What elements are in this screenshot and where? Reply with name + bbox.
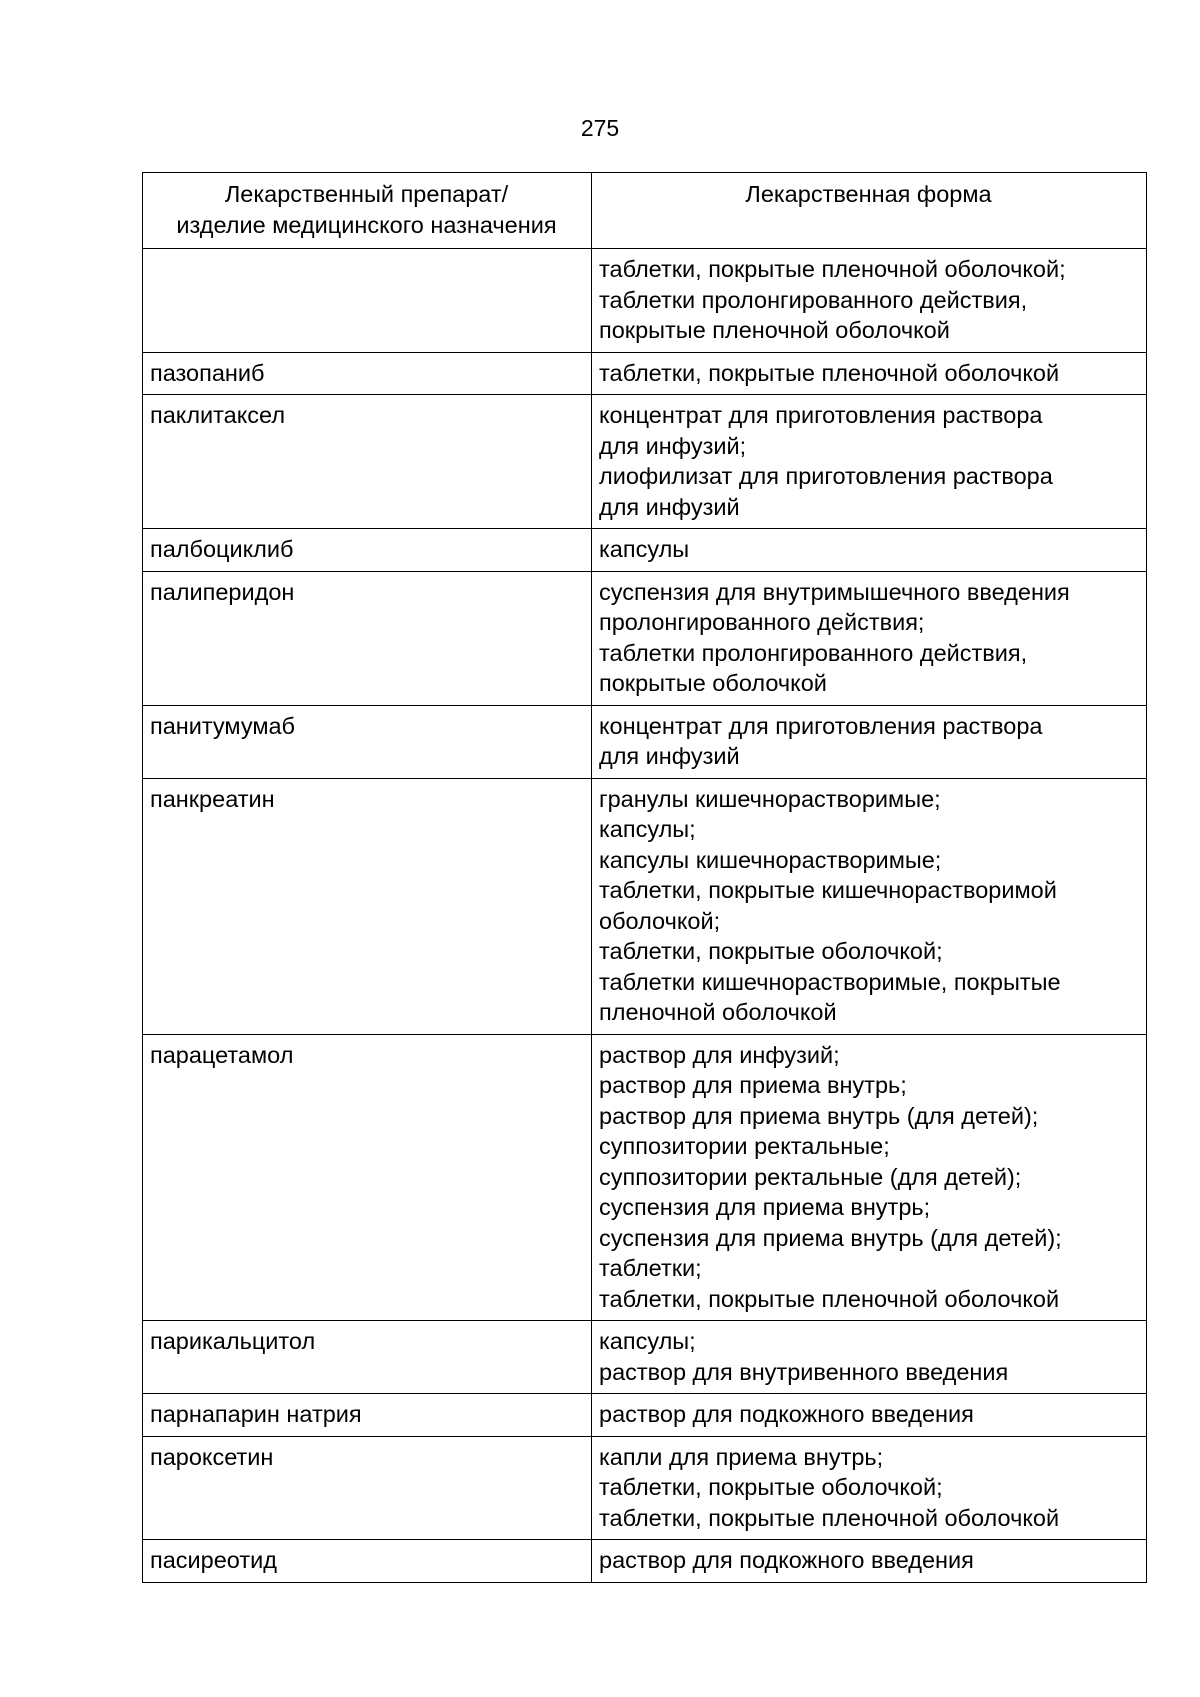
table-row xyxy=(143,249,1147,353)
dosage-form-line: покрытые пленочной оболочкой xyxy=(599,317,950,343)
dosage-form-line: таблетки, покрытые пленочной оболочкой; xyxy=(599,256,1066,282)
dosage-form-line: концентрат для приготовления раствора xyxy=(599,402,1043,428)
table-row xyxy=(143,1540,1147,1583)
header-drug xyxy=(143,173,592,249)
dosage-form-line: таблетки, покрытые пленочной оболочкой xyxy=(599,1504,1060,1531)
dosage-form-line: таблетки кишечнорастворимые, покрытые xyxy=(599,968,1061,995)
drug-name-cell xyxy=(143,778,592,1034)
dosage-form-line: раствор для инфузий; xyxy=(599,1041,840,1068)
dosage-form-line: капли для приема внутрь; xyxy=(599,1443,884,1470)
drug-name-cell xyxy=(143,249,592,353)
dosage-form-cell xyxy=(592,395,1147,529)
drug-name: парикальцитол xyxy=(150,1328,316,1354)
drug-name-cell xyxy=(143,1394,592,1437)
dosage-form-line: для инфузий; xyxy=(599,432,747,459)
dosage-form-line: суспензия для приема внутрь; xyxy=(599,1194,931,1220)
dosage-form-line: оболочкой; xyxy=(599,907,721,934)
drug-name: палбоциклиб xyxy=(150,536,294,562)
dosage-form-line: раствор для подкожного введения xyxy=(599,1547,974,1573)
table-row xyxy=(143,1394,1147,1437)
dosage-form-line: суспензия для внутримышечного введения xyxy=(599,578,1070,605)
table-row xyxy=(143,352,1147,395)
dosage-form-line: таблетки, покрытые пленочной оболочкой xyxy=(599,359,1060,386)
table-row xyxy=(143,529,1147,572)
drug-name-cell xyxy=(143,1436,592,1540)
header-row xyxy=(143,173,1147,249)
dosage-form-cell xyxy=(592,352,1147,395)
drug-name: пазопаниб xyxy=(150,359,265,386)
dosage-form-line: для инфузий xyxy=(599,743,740,769)
header-drug-line: Лекарственный препарат/ xyxy=(224,181,509,207)
dosage-form-line: пленочной оболочкой xyxy=(599,999,837,1025)
dosage-form-cell xyxy=(592,1034,1147,1321)
drug-table xyxy=(142,172,1147,1583)
dosage-form-line: пролонгированного действия; xyxy=(599,609,925,635)
dosage-form-line: таблетки пролонгированного действия, xyxy=(599,286,1028,313)
drug-name-cell xyxy=(143,395,592,529)
drug-name: панитумумаб xyxy=(150,712,296,739)
page-number: 275 xyxy=(580,115,620,141)
drug-name: парацетамол xyxy=(150,1041,294,1068)
drug-name: парнапарин натрия xyxy=(150,1401,362,1427)
dosage-form-line: таблетки, покрытые пленочной оболочкой xyxy=(599,1285,1060,1312)
dosage-form-cell xyxy=(592,1394,1147,1437)
drug-name-cell xyxy=(143,1540,592,1583)
table-row xyxy=(143,395,1147,529)
table-row xyxy=(143,705,1147,778)
table-row xyxy=(143,1034,1147,1321)
dosage-form-line: лиофилизат для приготовления раствора xyxy=(599,463,1053,489)
dosage-form-line: концентрат для приготовления раствора xyxy=(599,712,1043,739)
drug-name: пасиреотид xyxy=(150,1547,277,1573)
dosage-form-line: таблетки, покрытые кишечнорастворимой xyxy=(599,877,1057,903)
header-form-line: Лекарственная форма xyxy=(745,181,992,207)
drug-name-cell xyxy=(143,1321,592,1394)
dosage-form-cell xyxy=(592,571,1147,705)
dosage-form-line: капсулы xyxy=(599,536,690,562)
dosage-form-line: раствор для приема внутрь; xyxy=(599,1072,907,1098)
dosage-form-line: таблетки, покрытые оболочкой; xyxy=(599,1474,943,1500)
dosage-form-cell xyxy=(592,529,1147,572)
header-form xyxy=(592,173,1147,249)
dosage-form-line: таблетки пролонгированного действия, xyxy=(599,639,1028,666)
dosage-form-line: суппозитории ректальные (для детей); xyxy=(599,1163,1022,1190)
dosage-form-line: покрытые оболочкой xyxy=(599,670,827,696)
dosage-form-line: капсулы кишечнорастворимые; xyxy=(599,846,942,873)
dosage-form-cell xyxy=(592,1540,1147,1583)
table-row xyxy=(143,1436,1147,1540)
dosage-form-line: таблетки, покрытые оболочкой; xyxy=(599,938,943,964)
dosage-form-line: для инфузий xyxy=(599,493,740,520)
dosage-form-cell xyxy=(592,1436,1147,1540)
dosage-form-line: капсулы; xyxy=(599,1328,696,1354)
table-header xyxy=(143,173,1147,249)
drug-name: пароксетин xyxy=(150,1443,274,1470)
dosage-form-cell xyxy=(592,778,1147,1034)
dosage-form-line: таблетки; xyxy=(599,1255,702,1281)
drug-name-cell xyxy=(143,352,592,395)
drug-name-cell xyxy=(143,705,592,778)
drug-name-cell xyxy=(143,529,592,572)
drug-name: панкреатин xyxy=(150,785,275,812)
drug-name-cell xyxy=(143,1034,592,1321)
table-body xyxy=(143,249,1147,1583)
drug-name: палиперидон xyxy=(150,578,295,605)
dosage-form-line: раствор для внутривенного введения xyxy=(599,1358,1009,1385)
dosage-form-line: суппозитории ректальные; xyxy=(599,1133,890,1159)
dosage-form-line: капсулы; xyxy=(599,816,696,842)
table-row xyxy=(143,778,1147,1034)
dosage-form-cell xyxy=(592,249,1147,353)
table-row xyxy=(143,571,1147,705)
header-drug-line: изделие медицинского назначения xyxy=(176,211,557,238)
table-row xyxy=(143,1321,1147,1394)
dosage-form-cell xyxy=(592,1321,1147,1394)
dosage-form-line: суспензия для приема внутрь (для детей); xyxy=(599,1224,1062,1251)
dosage-form-line: раствор для приема внутрь (для детей); xyxy=(599,1102,1039,1129)
drug-name: паклитаксел xyxy=(150,402,286,428)
dosage-form-line: гранулы кишечнорастворимые; xyxy=(599,785,941,812)
dosage-form-line: раствор для подкожного введения xyxy=(599,1401,974,1427)
dosage-form-cell xyxy=(592,705,1147,778)
drug-name-cell xyxy=(143,571,592,705)
